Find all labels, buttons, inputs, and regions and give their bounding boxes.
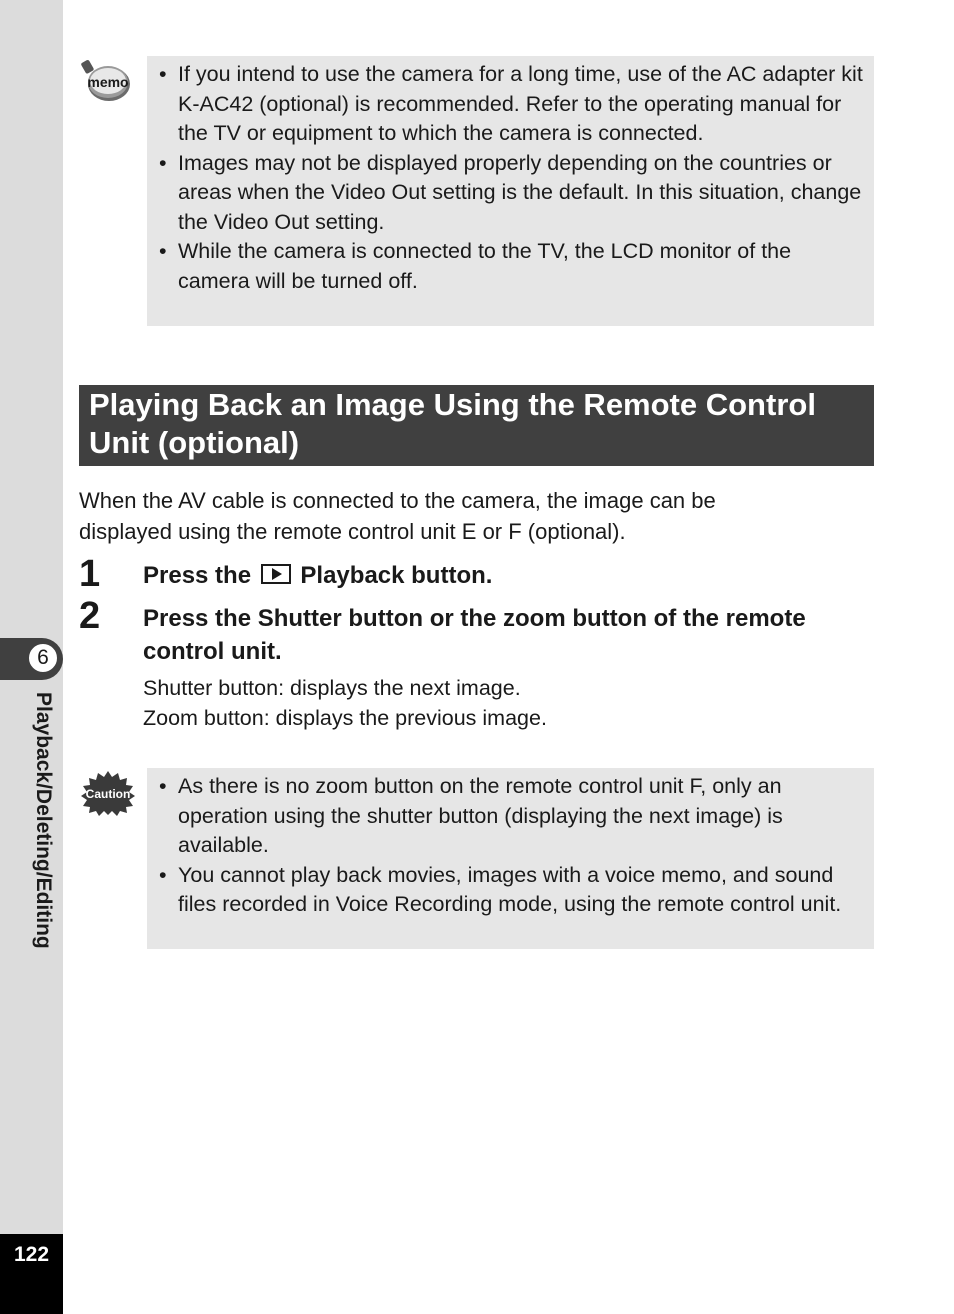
step-text-after: Playback button. (300, 562, 493, 589)
step-number: 1 (79, 553, 101, 595)
section-heading (79, 385, 874, 466)
step-number: 2 (79, 595, 101, 637)
memo-note-box (147, 56, 874, 326)
step-detail: Shutter button: displays the next image. (143, 676, 521, 700)
caution-note-box (147, 768, 874, 949)
caution-note-item: • You cannot play back movies, images with a voice memo, and sound files recorded in Voice Recording mode, using the remote control unit. (157, 861, 864, 920)
memo-icon (80, 58, 132, 106)
intro-line: displayed using the remote control unit E or F (optional). (79, 519, 626, 544)
playback-icon (261, 564, 291, 584)
step-instruction: Press the Shutter button or the zoom button of the remote control unit. (143, 605, 806, 665)
svg-text:Caution: Caution (85, 787, 131, 801)
chapter-number: 6 (27, 642, 59, 674)
intro-line: When the AV cable is connected to the camera, the image can be (79, 488, 716, 513)
svg-text:memo: memo (87, 74, 129, 90)
step-text-before: Press the (143, 562, 252, 589)
section-title-line1: Playing Back an Image Using the Remote Control (89, 387, 816, 422)
memo-note-item: • Images may not be displayed properly depending on the countries or areas when the Video Out setting is the default. In this situation, change the Video Out setting. (157, 149, 864, 238)
memo-note-item: • While the camera is connected to the TV, the LCD monitor of the camera will be turned off. (157, 237, 864, 296)
step-instruction (143, 559, 863, 592)
memo-note-item: • If you intend to use the camera for a long time, use of the AC adapter kit K-AC42 (optional) is recommended. Refer to the operating manual for the TV or equipment to which the camera is connected. (157, 60, 864, 149)
step-detail: Zoom button: displays the previous image. (143, 706, 547, 730)
page-number: 122 (13, 1243, 50, 1266)
caution-note-item: • As there is no zoom button on the remote control unit F, only an operation using the shutter button (displaying the next image) is available. (157, 772, 864, 861)
caution-icon (80, 770, 136, 816)
intro-text (79, 485, 879, 547)
section-title-line2: Unit (optional) (89, 425, 300, 460)
chapter-title: Playback/Deleting/Editing (32, 692, 55, 949)
